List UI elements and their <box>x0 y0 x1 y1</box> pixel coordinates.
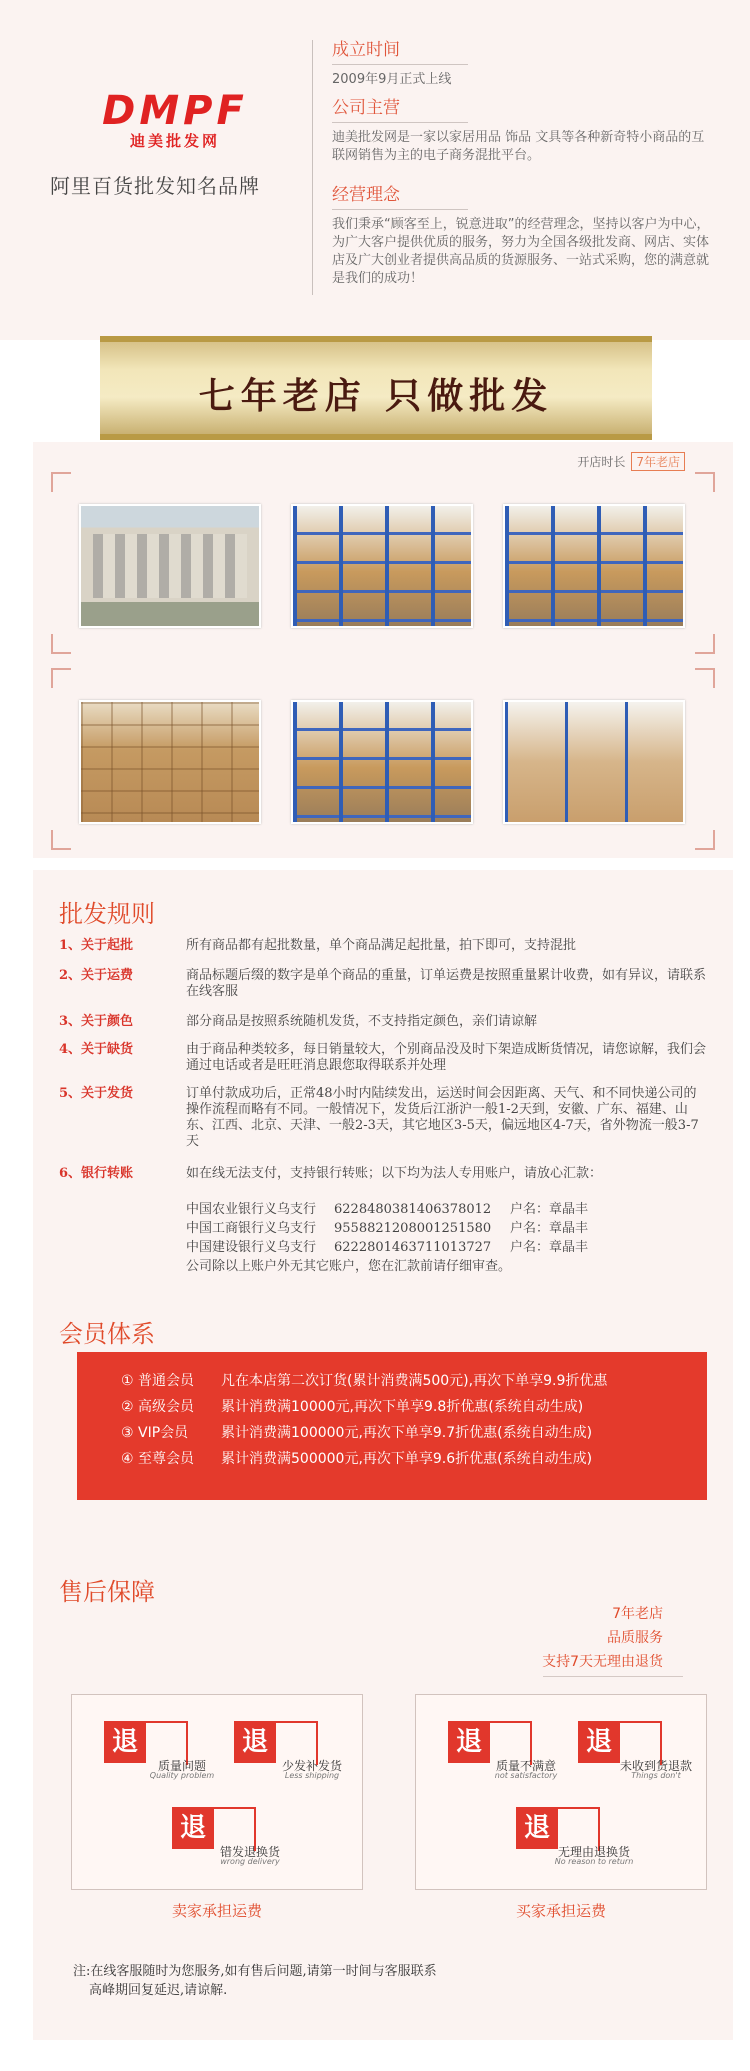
return-item <box>234 1721 342 1783</box>
bank-accounts <box>186 1200 588 1276</box>
return-item <box>448 1721 558 1783</box>
rule-key: 5、关于发货 <box>59 1086 134 1101</box>
bank-row <box>186 1200 588 1219</box>
stacked-boxes-photo <box>79 700 261 824</box>
return-reason-en: No reason to return <box>554 1857 634 1866</box>
buyer-pays-panel <box>415 1694 707 1890</box>
member-level-row <box>121 1420 707 1446</box>
packing-area-photo <box>503 700 685 824</box>
return-reason-en: not satisfactory <box>494 1771 558 1780</box>
service-note <box>73 1962 437 2000</box>
philosophy-title: 经营理念 <box>332 185 400 205</box>
bank-account[interactable]: 9558821208001251580 <box>334 1221 492 1236</box>
shelf-aisle-boxes-photo <box>291 700 473 824</box>
member-levels-box <box>77 1352 707 1500</box>
philosophy-block <box>332 180 712 288</box>
return-item <box>172 1807 280 1869</box>
member-level-name: ① 普通会员 <box>121 1373 195 1389</box>
member-level-row <box>121 1368 707 1394</box>
rule-key: 2、关于运费 <box>59 968 134 983</box>
return-reason: 错发退换货 <box>219 1845 280 1859</box>
frame-corner <box>51 634 71 654</box>
return-item <box>516 1807 634 1869</box>
seller-pays-label: 卖家承担运费 <box>171 1902 262 1920</box>
return-reason: 少发补发货 <box>281 1759 342 1773</box>
return-stamp-icon: 退 <box>578 1721 620 1763</box>
warehouse-photos-section <box>33 442 733 858</box>
bank-account[interactable]: 6222801463711013727 <box>334 1240 492 1255</box>
rule-text: 部分商品是按照系统随机发货，不支持指定颜色，亲们请谅解 <box>186 1014 538 1029</box>
member-level-name: ② 高级会员 <box>121 1399 195 1415</box>
rule-text: 所有商品都有起批数量，单个商品满足起批量，拍下即可，支持混批 <box>186 938 577 953</box>
bank-holder: 户名：章晶丰 <box>510 1221 589 1236</box>
return-reason-en: wrong delivery <box>220 1857 280 1866</box>
member-level-row <box>121 1394 707 1420</box>
buyer-pays-label: 买家承担运费 <box>515 1902 606 1920</box>
brand-logo <box>60 88 290 151</box>
photo-frame-row-2 <box>51 668 715 850</box>
wholesale-rules-section <box>33 870 733 1300</box>
return-stamp-icon: 退 <box>234 1721 276 1763</box>
frame-corner <box>51 472 71 492</box>
return-reason-en: Quality problem <box>149 1771 215 1780</box>
member-level-text: 累计消费满500000元,再次下单享9.6折优惠(系统自动生成) <box>221 1451 593 1467</box>
frame-corner <box>51 830 71 850</box>
frame-corner <box>695 472 715 492</box>
after-sales-section <box>33 1500 733 2040</box>
service-note-line: 注:在线客服随时为您服务,如有售后问题,请第一时间与客服联系 <box>73 1964 437 1979</box>
member-title: 会员体系 <box>59 1320 155 1348</box>
title-rule <box>332 122 468 123</box>
scroll-banner <box>100 336 652 440</box>
rules-title: 批发规则 <box>59 900 155 928</box>
rule-text: 商品标题后缀的数字是单个商品的重量，订单运费是按照重量累计收费，如有异议，请联系在线客服 <box>186 968 707 999</box>
title-rule <box>332 209 468 210</box>
business-block <box>332 93 712 165</box>
rule-key: 4、关于缺货 <box>59 1042 134 1057</box>
rule-text: 由于商品种类较多，每日销量较大，个别商品没及时下架造成断货情况，请您谅解，我们会通过电话或者是旺旺消息跟您取得联系并处理 <box>186 1042 707 1073</box>
frame-corner <box>51 668 71 688</box>
member-level-text: 累计消费满10000元,再次下单享9.8折优惠(系统自动生成) <box>221 1399 584 1415</box>
rule-key: 3、关于颜色 <box>59 1014 134 1029</box>
frame-corner <box>695 830 715 850</box>
rule-text: 如在线无法支付，支持银行转账；以下均为法人专用账户，请放心汇款： <box>186 1166 603 1181</box>
frame-corner <box>695 668 715 688</box>
return-stamp-icon: 退 <box>516 1807 558 1849</box>
bank-name: 中国农业银行义乌支行 <box>186 1202 317 1217</box>
member-level-text: 累计消费满100000元,再次下单享9.7折优惠(系统自动生成) <box>221 1425 593 1441</box>
bank-row <box>186 1219 588 1238</box>
store-age <box>577 452 685 471</box>
return-stamp-icon: 退 <box>172 1807 214 1849</box>
brand-slogan: 阿里百货批发知名品牌 <box>50 174 260 198</box>
logo-mark: DMPF <box>102 88 248 134</box>
return-item <box>578 1721 692 1783</box>
rule-key: 1、关于起批 <box>59 938 134 953</box>
return-item <box>104 1721 215 1783</box>
return-reason: 质量不满意 <box>495 1759 556 1773</box>
member-level-name: ③ VIP会员 <box>121 1425 189 1441</box>
bank-holder: 户名：章晶丰 <box>510 1240 589 1255</box>
photo-frame-row-1 <box>51 472 715 654</box>
founded-block <box>332 35 712 89</box>
after-sales-title: 售后保障 <box>59 1578 155 1606</box>
warehouse-shelves-photo <box>291 504 473 628</box>
business-title: 公司主营 <box>332 98 400 118</box>
return-reason: 未收到货退款 <box>619 1759 692 1773</box>
logo-chinese-name: 迪美批发网 <box>129 132 220 150</box>
bank-holder: 户名：章晶丰 <box>510 1202 589 1217</box>
member-system-section <box>33 1300 733 1500</box>
bank-name: 中国工商银行义乌支行 <box>186 1221 317 1236</box>
member-level-text: 凡在本店第二次订货(累计消费满500元),再次下单享9.9折优惠 <box>221 1373 608 1389</box>
rule-text: 订单付款成功后，正常48小时内陆续发出，运送时间会因距离、天气、和不同快递公司的操作流程而略有不同。一般情况下，发货后江浙沪一般1-2天到，安徽、广东、福建、山东、江西、北京、天津、一般2-3天，其它地区3-5天，偏远地区4-7天，省外物流一般3-7天 <box>186 1086 699 1149</box>
founded-text: 2009年9月正式上线 <box>332 72 452 87</box>
banner-text: 七年老店 只做批发 <box>198 375 554 417</box>
company-header <box>0 0 750 340</box>
philosophy-text: 我们秉承“顾客至上，锐意进取”的经营理念，坚持以客户为中心，为广大客户提供优质的服务，努力为全国各级批发商、网店、实体店及广大创业者提供高品质的货源服务、一站式采购，您的满意就是我们的成功！ <box>332 217 710 286</box>
warehouse-building-photo <box>79 504 261 628</box>
founded-title: 成立时间 <box>332 40 400 60</box>
bank-note: 公司除以上账户外无其它账户，您在汇款前请仔细审查。 <box>186 1259 512 1274</box>
seller-pays-panel <box>71 1694 363 1890</box>
rule-key: 6、银行转账 <box>59 1166 134 1181</box>
member-level-name: ④ 至尊会员 <box>121 1451 195 1467</box>
guarantee-badge: 品质服务 <box>607 1630 663 1646</box>
return-reason: 无理由退换货 <box>557 1845 630 1859</box>
return-reason-en: Less shipping <box>284 1771 340 1780</box>
bank-row <box>186 1238 588 1257</box>
store-age-label: 开店时长 <box>577 455 626 469</box>
return-stamp-icon: 退 <box>448 1721 490 1763</box>
service-note-line: 高峰期回复延迟,请谅解. <box>89 1983 228 1998</box>
warehouse-aisle-photo <box>503 504 685 628</box>
return-reason-en: Things don't <box>631 1771 681 1780</box>
member-level-row <box>121 1446 707 1472</box>
guarantee-divider <box>543 1676 683 1677</box>
return-stamp-icon: 退 <box>104 1721 146 1763</box>
header-divider <box>312 40 313 295</box>
bank-account[interactable]: 6228480381406378012 <box>334 1202 492 1217</box>
title-rule <box>332 64 468 65</box>
business-text: 迪美批发网是一家以家居用品 饰品 文具等各种新奇特小商品的互联网销售为主的电子商务混批平台。 <box>332 130 705 163</box>
guarantee-badge: 7年老店 <box>612 1606 663 1622</box>
frame-corner <box>695 634 715 654</box>
guarantee-badges <box>542 1602 663 1674</box>
bank-name: 中国建设银行义乌支行 <box>186 1240 317 1255</box>
return-reason: 质量问题 <box>157 1759 206 1773</box>
guarantee-badge: 支持7天无理由退货 <box>542 1654 663 1670</box>
store-age-badge: 7年老店 <box>631 452 685 471</box>
